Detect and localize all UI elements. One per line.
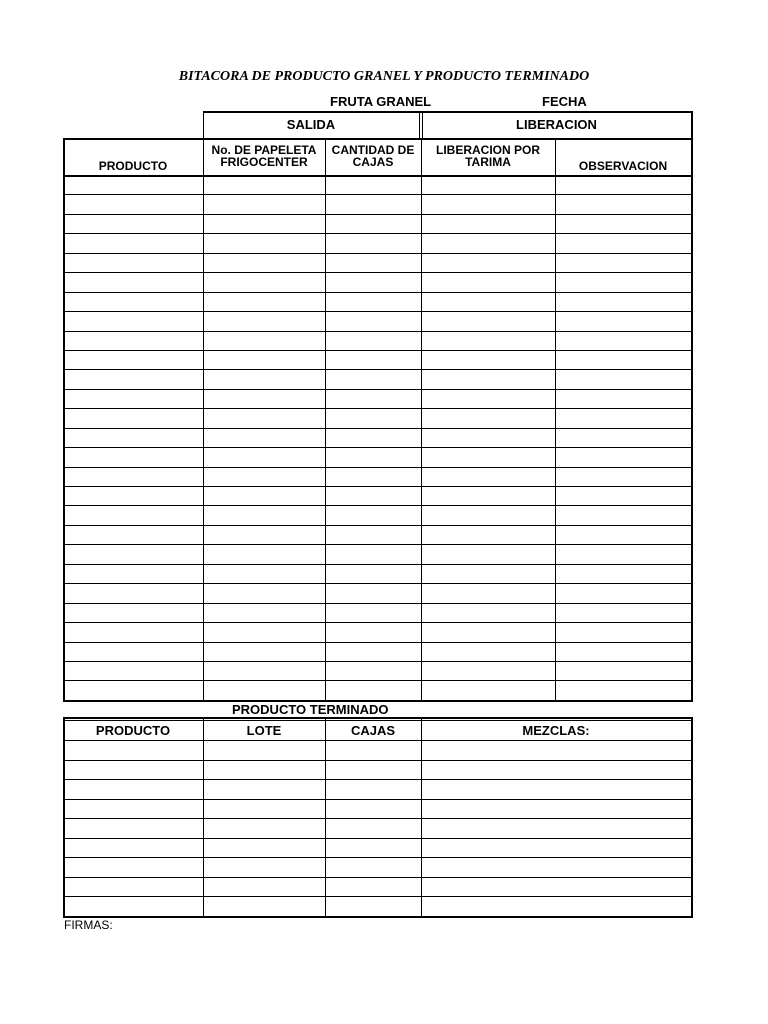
table2-column-line (421, 717, 422, 918)
col-cantidad-cajas-header: CANTIDAD DE CAJAS (331, 142, 415, 169)
table1-row-line (63, 369, 693, 370)
table1-column-line (421, 138, 422, 702)
table1-row-line (63, 505, 693, 506)
producto-terminado-title: PRODUCTO TERMINADO (232, 702, 389, 717)
table1-row-line (63, 428, 693, 429)
table1-row-line (63, 622, 693, 623)
col-papeleta-header: No. DE PAPELETA FRIGOCENTER (211, 142, 317, 169)
table2-row-line (63, 740, 693, 741)
table1-right-border (691, 138, 693, 702)
table1-row-line (63, 331, 693, 332)
table1-row-line (63, 194, 693, 195)
table2-row-line (63, 857, 693, 858)
table2-row-line (63, 877, 693, 878)
group-header-divider (419, 111, 420, 138)
col-liberacion-tarima-header: LIBERACION POR TARIMA (435, 142, 540, 169)
col2-mezclas-header: MEZCLAS: (522, 722, 590, 738)
table2-column-line (203, 717, 204, 918)
table1-row-line (63, 389, 693, 390)
table1-row-line (63, 447, 693, 448)
table2-row-line (63, 896, 693, 897)
group-header-liberacion: LIBERACION (516, 117, 597, 132)
table1-column-line (555, 138, 556, 702)
firmas-label: FIRMAS: (64, 918, 113, 932)
table1-body-top (63, 175, 693, 177)
table1-column-line (203, 138, 204, 702)
table1-row-line (63, 544, 693, 545)
table1-row-line (63, 408, 693, 409)
group-header-right-border (691, 111, 693, 138)
fruta-granel-label: FRUTA GRANEL (330, 94, 432, 109)
table2-row-line (63, 799, 693, 800)
table1-row-line (63, 661, 693, 662)
col2-lote-header: LOTE (246, 722, 282, 738)
col-observacion-header: OBSERVACION (578, 158, 668, 173)
table2-row-line (63, 760, 693, 761)
table1-row-line (63, 486, 693, 487)
table1-row-line (63, 525, 693, 526)
table1-row-line (63, 272, 693, 273)
table1-row-line (63, 603, 693, 604)
table1-left-border (63, 138, 65, 702)
table1-row-line (63, 311, 693, 312)
table1-column-line (325, 138, 326, 702)
table1-row-line (63, 680, 693, 681)
document-title: BITACORA DE PRODUCTO GRANEL Y PRODUCTO TERMINADO (178, 69, 590, 84)
table2-right-border (691, 717, 693, 918)
table2-left-border (63, 717, 65, 918)
table1-row-line (63, 214, 693, 215)
fecha-label: FECHA (542, 94, 587, 109)
table1-row-line (63, 467, 693, 468)
table2-row-line (63, 916, 693, 918)
table1-row-line (63, 564, 693, 565)
col2-producto-header: PRODUCTO (95, 722, 171, 738)
table1-row-line (63, 253, 693, 254)
table2-row-line (63, 779, 693, 780)
table1-row-line (63, 350, 693, 351)
table2-row-line (63, 838, 693, 839)
table1-row-line (63, 292, 693, 293)
table2-top-border (63, 717, 693, 719)
table1-row-line (63, 642, 693, 643)
group-header-salida: SALIDA (286, 117, 336, 132)
table1-row-line (63, 583, 693, 584)
table1-row-line (63, 233, 693, 234)
col2-cajas-header: CAJAS (350, 722, 396, 738)
table2-column-line (325, 717, 326, 918)
col-producto-header: PRODUCTO (98, 158, 168, 173)
table2-row-line (63, 818, 693, 819)
table1-row-line (63, 700, 693, 702)
